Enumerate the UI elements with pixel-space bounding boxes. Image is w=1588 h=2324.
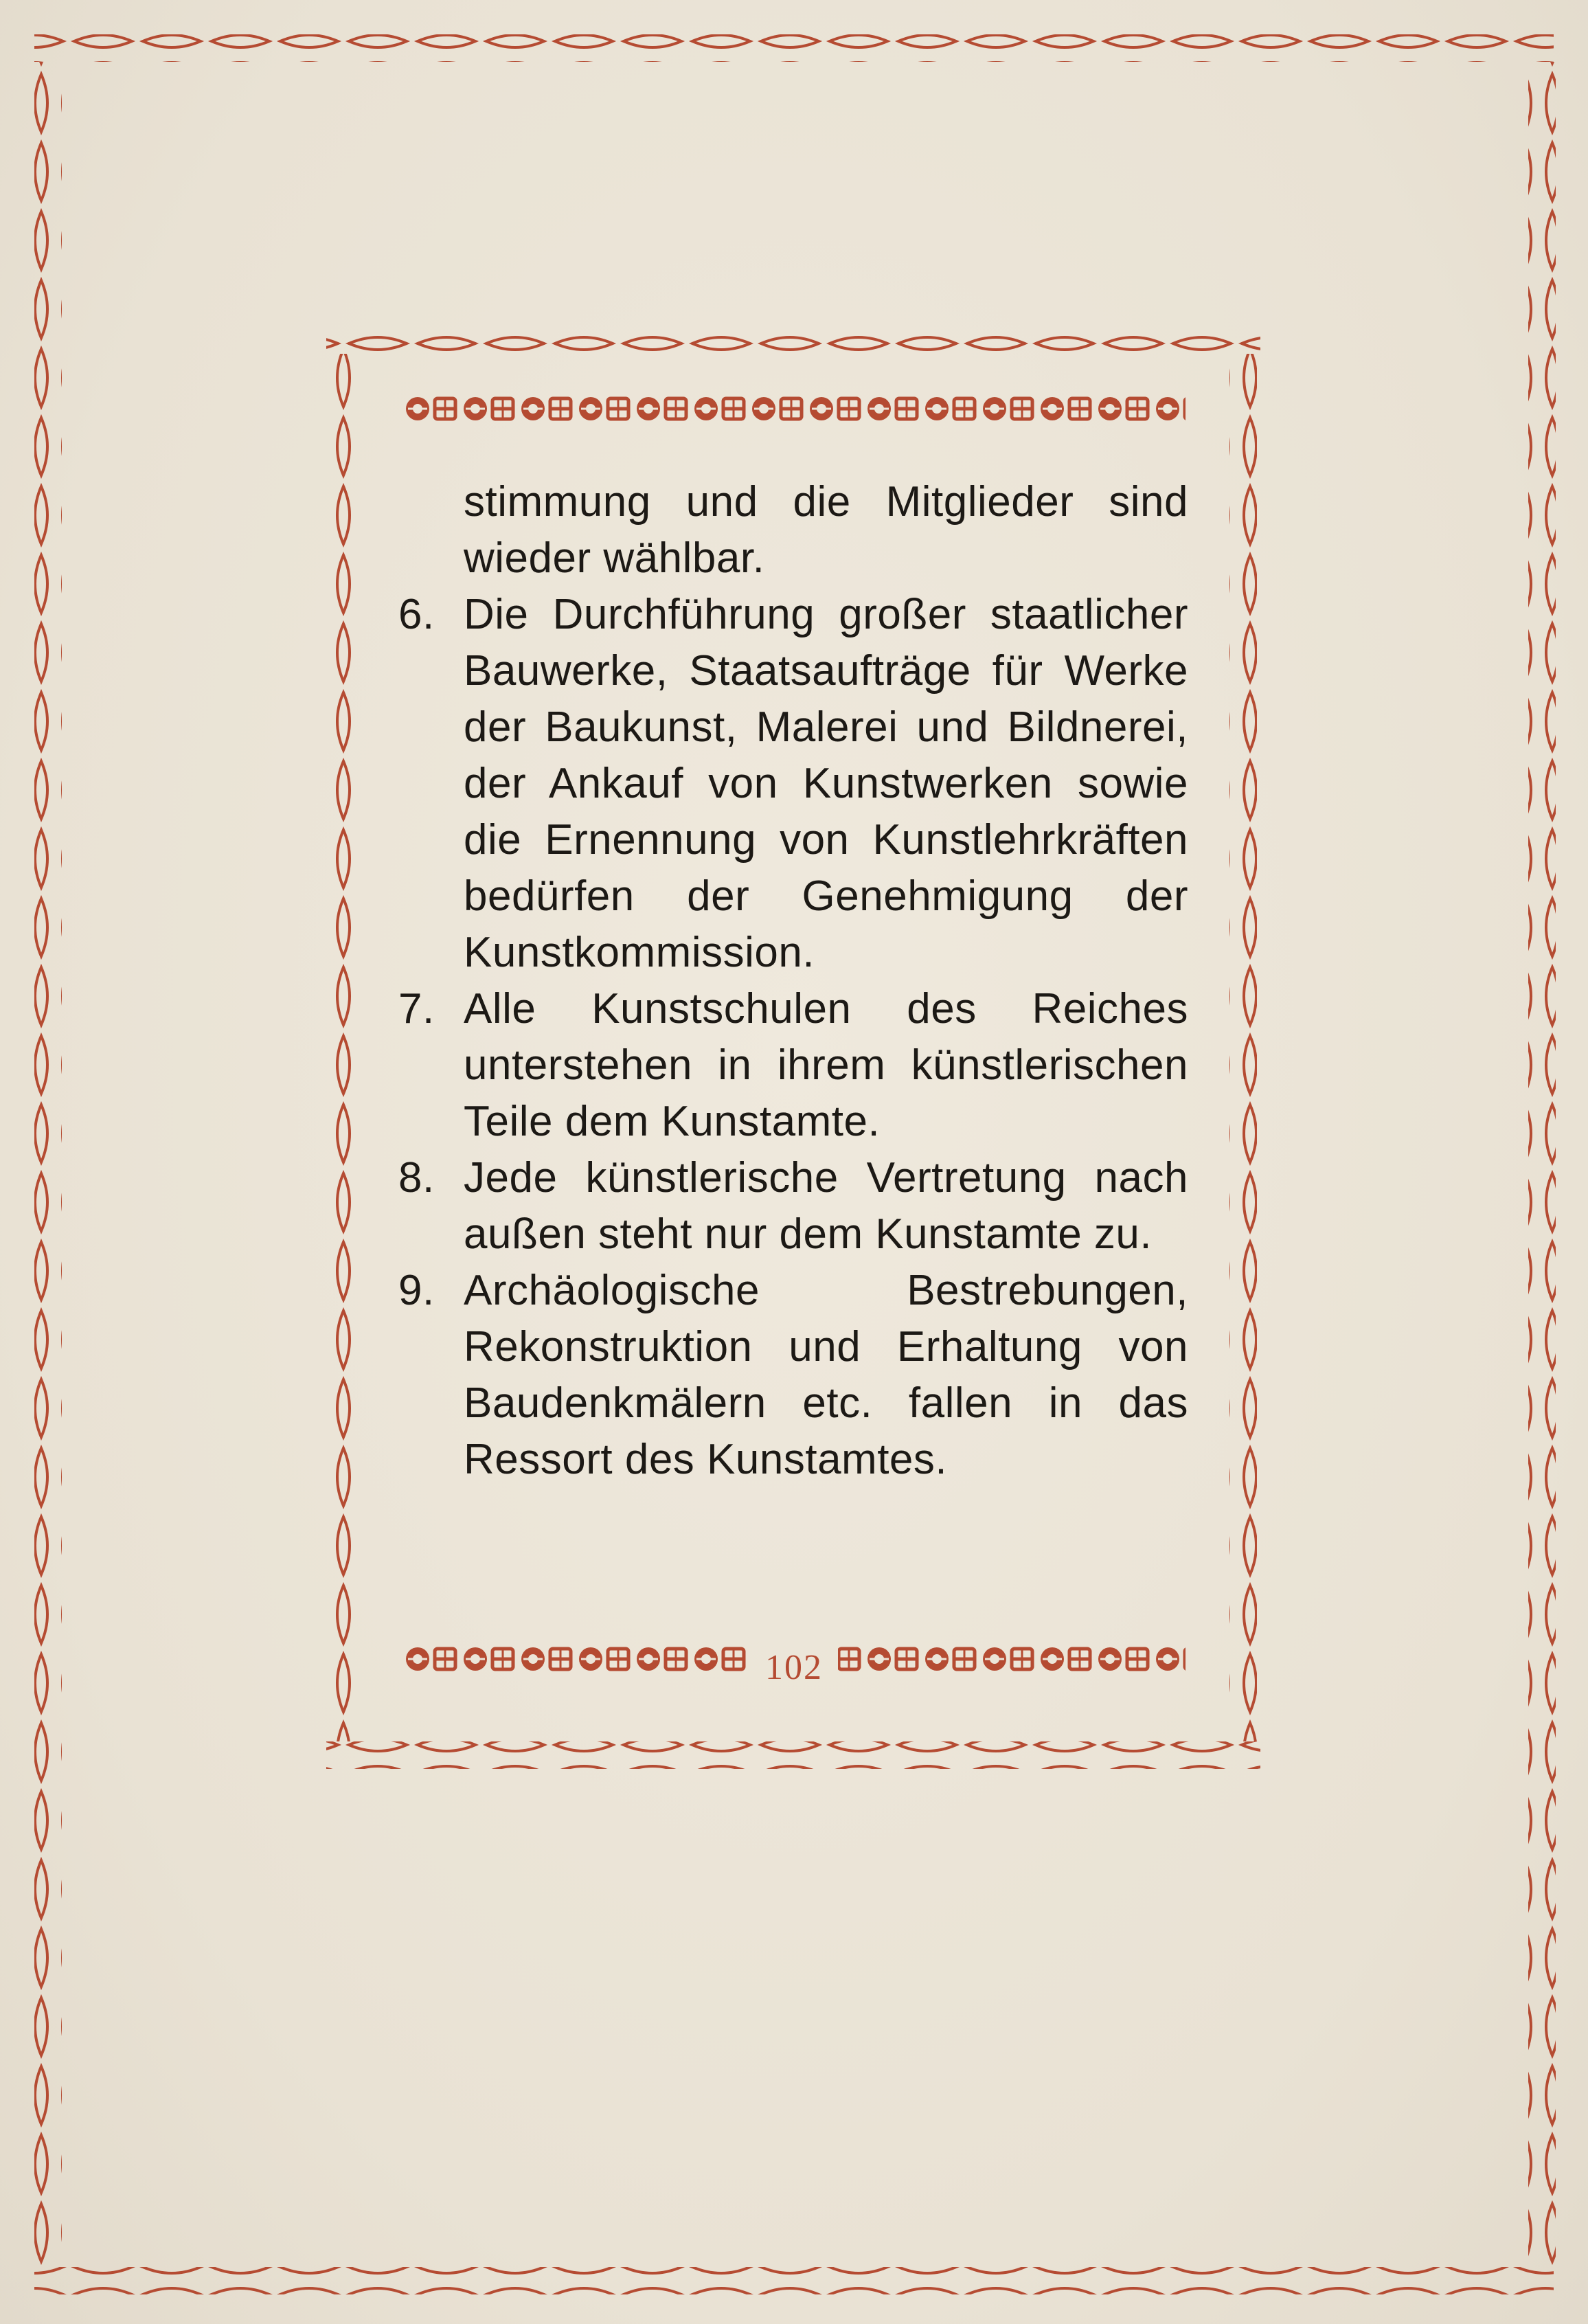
list-item-9 <box>398 1263 1188 1488</box>
item-number: 7. <box>398 985 435 1033</box>
list-item-8 <box>398 1150 1188 1263</box>
item-text: Alle Kunstschulen des Reiches unterstehen in ihrem künstlerischen Teile dem Kunstamte. <box>464 985 1188 1145</box>
page-number: 102 <box>765 1648 823 1687</box>
item-number: 6. <box>398 591 435 638</box>
item-text: Jede künstlerische Vertretung nach außen steht nur dem Kunstamte zu. <box>464 1154 1188 1258</box>
item-number: 8. <box>398 1154 435 1202</box>
item-text: Archäologische Bestrebungen, Rekonstruktion und Erhaltung von Baudenkmälern etc. fallen in das Ressort des Kunstamtes. <box>464 1267 1188 1483</box>
continuation-paragraph: stimmung und die Mitglieder sind wieder wählbar. <box>464 478 1188 582</box>
list-item-7 <box>398 981 1188 1150</box>
list-item-6 <box>398 587 1188 981</box>
item-number: 9. <box>398 1267 435 1314</box>
item-text: Die Durchführung großer staatlicher Bauwerke, Staatsaufträge für Werke der Baukunst, Malerei und Bildnerei, der Ankauf von Kunstwerken sowie die Ernennung von Kunstlehrkräften bedürfen der Genehmigung der Kunstkommission. <box>464 591 1188 976</box>
main-text <box>398 474 1188 1488</box>
